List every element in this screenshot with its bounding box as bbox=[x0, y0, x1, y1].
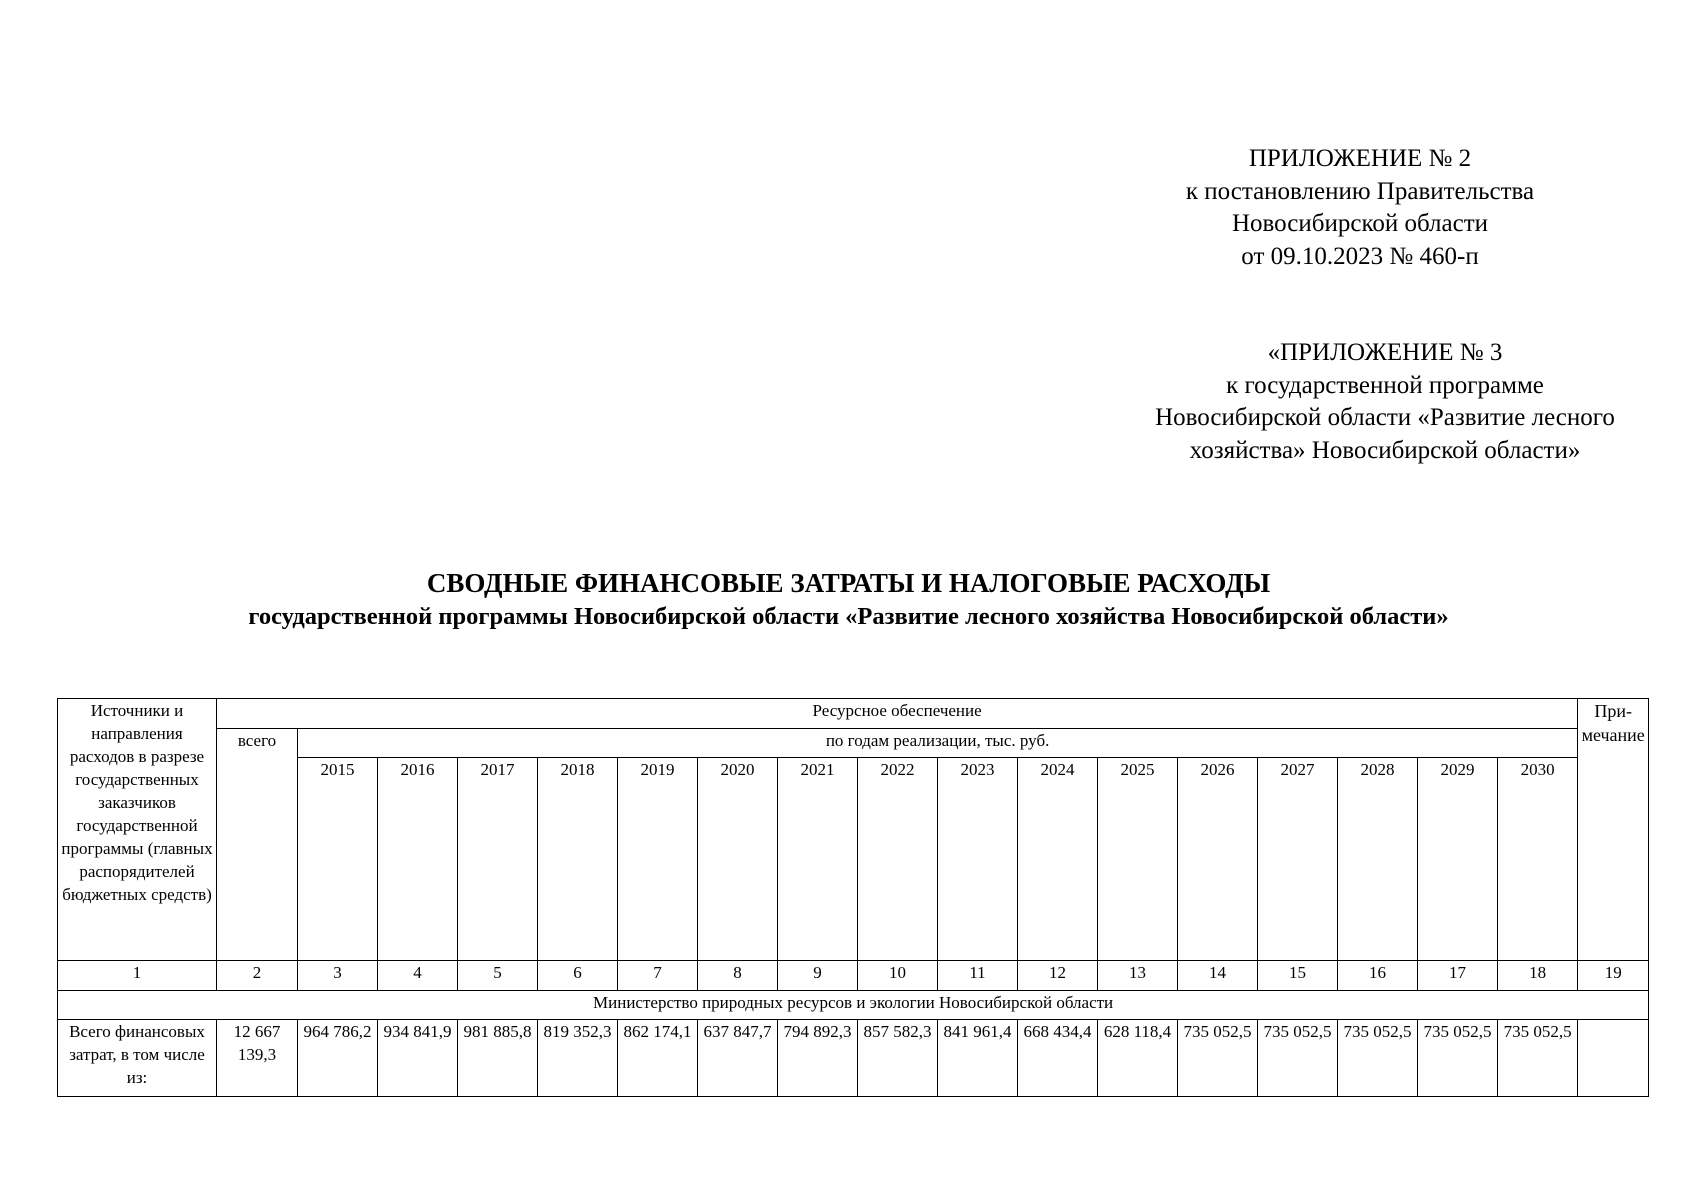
source-header: Источники и направления расходов в разрезе государственных заказчиков государственной программы (главных распорядителей бюджетных средств) bbox=[58, 699, 217, 961]
document-subtitle: государственной программы Новосибирской области «Развитие лесного хозяйства Новосибирской области» bbox=[248, 603, 1449, 630]
year-value: 668 434,4 bbox=[1018, 1020, 1098, 1097]
year-header: 2030 bbox=[1498, 758, 1578, 961]
approval-line: от 09.10.2023 № 460-п bbox=[1241, 242, 1479, 270]
approval-block bbox=[1100, 143, 1620, 273]
row-total: 12 667 139,3 bbox=[217, 1020, 298, 1097]
year-header: 2022 bbox=[858, 758, 938, 961]
attachment-line: к государственной программе bbox=[1226, 371, 1544, 399]
year-value: 735 052,5 bbox=[1178, 1020, 1258, 1097]
year-value: 934 841,9 bbox=[378, 1020, 458, 1097]
section-title: Министерство природных ресурсов и экологии Новосибирской области bbox=[58, 991, 1649, 1020]
year-value: 794 892,3 bbox=[778, 1020, 858, 1097]
year-value: 735 052,5 bbox=[1338, 1020, 1418, 1097]
year-value: 628 118,4 bbox=[1098, 1020, 1178, 1097]
year-header: 2020 bbox=[698, 758, 778, 961]
note-header: При-мечание bbox=[1578, 699, 1649, 961]
resource-header: Ресурсное обеспечение bbox=[217, 699, 1578, 729]
year-value: 735 052,5 bbox=[1258, 1020, 1338, 1097]
document-title: СВОДНЫЕ ФИНАНСОВЫЕ ЗАТРАТЫ И НАЛОГОВЫЕ РАСХОДЫ bbox=[426, 568, 1271, 598]
year-value: 981 885,8 bbox=[458, 1020, 538, 1097]
column-number: 4 bbox=[378, 961, 458, 991]
year-value: 862 174,1 bbox=[618, 1020, 698, 1097]
year-value: 857 582,3 bbox=[858, 1020, 938, 1097]
year-header: 2015 bbox=[298, 758, 378, 961]
years-header: по годам реализации, тыс. руб. bbox=[298, 729, 1578, 758]
column-number: 1 bbox=[58, 961, 217, 991]
attachment-line: «ПРИЛОЖЕНИЕ № 3 bbox=[1267, 339, 1503, 366]
year-header: 2026 bbox=[1178, 758, 1258, 961]
year-header: 2028 bbox=[1338, 758, 1418, 961]
approval-line: ПРИЛОЖЕНИЕ № 2 bbox=[1248, 145, 1472, 172]
year-header: 2019 bbox=[618, 758, 698, 961]
column-number: 19 bbox=[1578, 961, 1649, 991]
year-header: 2018 bbox=[538, 758, 618, 961]
year-value: 735 052,5 bbox=[1418, 1020, 1498, 1097]
column-number: 5 bbox=[458, 961, 538, 991]
column-number: 13 bbox=[1098, 961, 1178, 991]
year-value: 964 786,2 bbox=[298, 1020, 378, 1097]
approval-line: Новосибирской области bbox=[1231, 210, 1489, 237]
column-number: 8 bbox=[698, 961, 778, 991]
year-header: 2021 bbox=[778, 758, 858, 961]
year-value: 841 961,4 bbox=[938, 1020, 1018, 1097]
year-value: 819 352,3 bbox=[538, 1020, 618, 1097]
row-note bbox=[1578, 1020, 1649, 1097]
column-number: 17 bbox=[1418, 961, 1498, 991]
column-number: 7 bbox=[618, 961, 698, 991]
column-number: 11 bbox=[938, 961, 1018, 991]
column-number: 9 bbox=[778, 961, 858, 991]
year-header: 2023 bbox=[938, 758, 1018, 961]
year-value: 637 847,7 bbox=[698, 1020, 778, 1097]
column-number: 6 bbox=[538, 961, 618, 991]
column-number: 14 bbox=[1178, 961, 1258, 991]
column-number: 3 bbox=[298, 961, 378, 991]
year-header: 2025 bbox=[1098, 758, 1178, 961]
column-number: 10 bbox=[858, 961, 938, 991]
column-number: 2 bbox=[217, 961, 298, 991]
column-number: 15 bbox=[1258, 961, 1338, 991]
row-label: Всего финансовых затрат, в том числе из: bbox=[58, 1020, 217, 1097]
attachment-line: Новосибирской области «Развитие лесного bbox=[1155, 404, 1615, 431]
year-header: 2024 bbox=[1018, 758, 1098, 961]
year-header: 2029 bbox=[1418, 758, 1498, 961]
program-attachment-block bbox=[1105, 337, 1665, 467]
column-number: 18 bbox=[1498, 961, 1578, 991]
year-header: 2017 bbox=[458, 758, 538, 961]
column-number: 16 bbox=[1338, 961, 1418, 991]
attachment-line: хозяйства» Новосибирской области» bbox=[1189, 436, 1581, 464]
total-header: всего bbox=[217, 729, 298, 961]
year-header: 2016 bbox=[378, 758, 458, 961]
financial-table bbox=[57, 698, 1649, 1097]
column-number: 12 bbox=[1018, 961, 1098, 991]
year-value: 735 052,5 bbox=[1498, 1020, 1578, 1097]
year-header: 2027 bbox=[1258, 758, 1338, 961]
approval-line: к постановлению Правительства bbox=[1185, 177, 1535, 205]
